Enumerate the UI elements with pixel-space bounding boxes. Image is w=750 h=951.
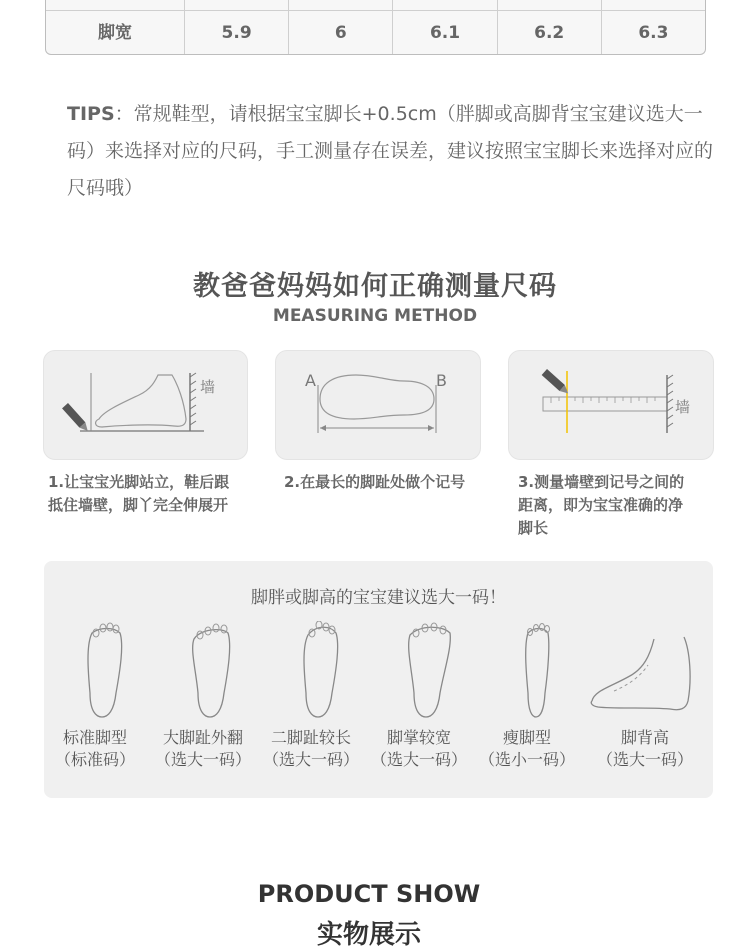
step2-text: 2.在最长的脚趾处做个记号: [284, 473, 466, 491]
high-instep-foot-icon: [584, 621, 704, 721]
point-a-label: A: [305, 371, 316, 390]
step3-illustration: [508, 350, 714, 460]
tips-label: TIPS: [67, 103, 115, 125]
standing-foot-icon: [44, 351, 247, 459]
ruler-measure-icon: [509, 351, 713, 459]
size-cell: 6.3: [601, 11, 705, 55]
tips-paragraph: [67, 96, 717, 207]
foot-type-wide-forefoot: 脚掌较宽 （选大一码）: [370, 728, 467, 769]
step1-illustration: [43, 350, 248, 460]
bunion-foot-icon: [164, 621, 264, 721]
foot-type-advice: [44, 561, 713, 798]
size-table-top-row: [46, 0, 705, 10]
size-table: [45, 0, 706, 55]
foot-type-slim: 瘦脚型 （选小一码）: [478, 728, 575, 769]
size-cell: 5.9: [184, 11, 288, 55]
measure-title: 教爸爸妈妈如何正确测量尺码: [193, 271, 557, 302]
foot-type-high-instep: 脚背高 （选大一码）: [596, 728, 693, 769]
wall-label: 墙: [675, 398, 691, 416]
size-cell: 6.2: [497, 11, 601, 55]
step1-text: 1.让宝宝光脚站立，鞋后跟 抵住墙壁，脚丫完全伸展开: [48, 473, 230, 514]
long-second-toe-foot-icon: [272, 621, 372, 721]
size-table-row-foot-width: [46, 10, 705, 55]
wall-label: 墙: [200, 378, 216, 396]
measure-subtitle: MEASURING METHOD: [272, 306, 478, 326]
tips-text: ：常规鞋型，请根据宝宝脚长+0.5cm（胖脚或高脚背宝宝建议选大一码）来选择对应的尺码，手工测量存在误差，建议按照宝宝脚长来选择对应的尺码哦）: [67, 103, 714, 199]
point-b-label: B: [436, 371, 447, 390]
advice-title: 脚胖或脚高的宝宝建议选大一码！: [251, 588, 506, 608]
foot-outline-icon: [276, 351, 480, 459]
standard-foot-icon: [56, 621, 156, 721]
size-cell: 6: [288, 11, 392, 55]
step2-illustration: [275, 350, 481, 460]
size-cell: 6.1: [392, 11, 496, 55]
product-show-title: PRODUCT SHOW: [257, 880, 481, 908]
slim-foot-icon: [488, 621, 588, 721]
foot-type-standard: 标准脚型 （标准码）: [54, 728, 135, 769]
size-row-label: 脚宽: [98, 23, 132, 43]
foot-type-long-second-toe: 二脚趾较长 （选大一码）: [262, 728, 359, 769]
wide-forefoot-icon: [380, 621, 480, 721]
foot-type-bunion: 大脚趾外翻 （选大一码）: [154, 728, 251, 769]
step3-text: 3.测量墙壁到记号之间的 距离，即为宝宝准确的净 脚长: [518, 473, 685, 537]
product-show-subtitle: 实物展示: [316, 920, 421, 950]
